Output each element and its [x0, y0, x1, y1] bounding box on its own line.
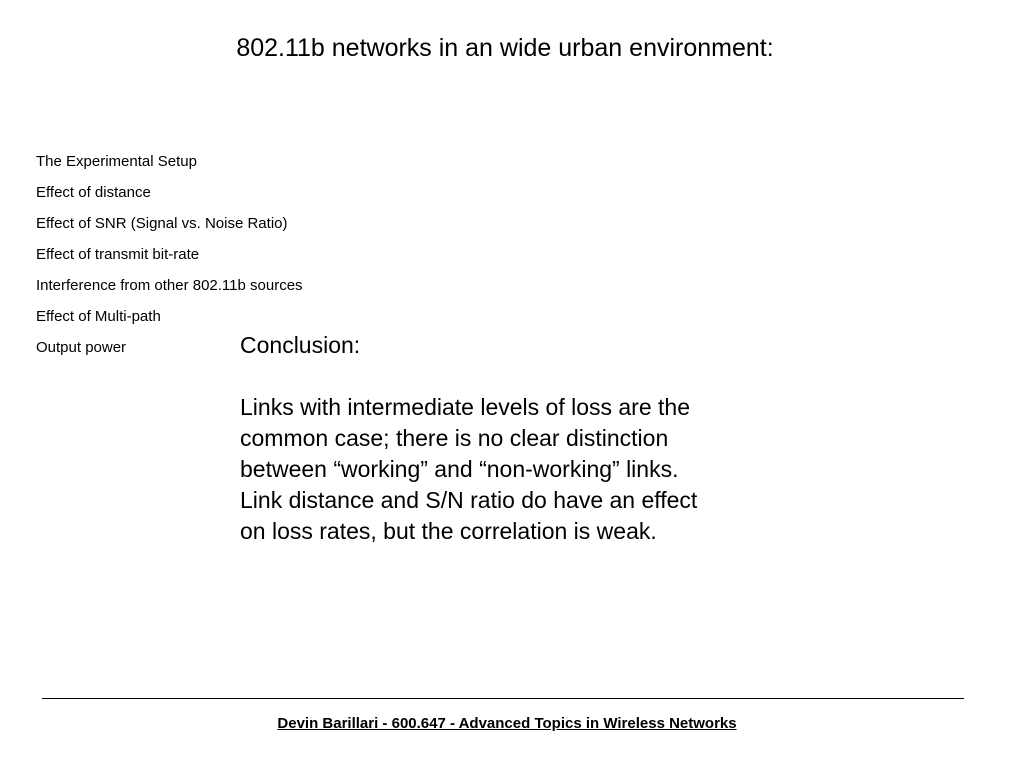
outline-item-output-power: Output power [36, 339, 127, 356]
conclusion-spacer [240, 361, 770, 392]
outline-item-interference: Interference from other 802.11b sources [36, 277, 303, 294]
conclusion-line: common case; there is no clear distinction [240, 425, 669, 451]
slide-title: 802.11b networks in an wide urban environment: [236, 34, 774, 62]
outline-item-multipath: Effect of Multi-path [36, 308, 161, 325]
outline-item-experimental-setup: The Experimental Setup [36, 153, 197, 170]
conclusion-line: Links with intermediate levels of loss are the [240, 394, 690, 420]
outline-item-snr: Effect of SNR (Signal vs. Noise Ratio) [36, 215, 288, 232]
footer-credit: Devin Barillari - 600.647 - Advanced Topics in Wireless Networks [277, 715, 737, 732]
conclusion-heading: Conclusion: [240, 332, 361, 358]
conclusion-line: on loss rates, but the correlation is weak. [240, 518, 657, 544]
footer-divider [42, 698, 964, 699]
conclusion-block [240, 330, 770, 547]
conclusion-line: between “working” and “non-working” links. [240, 456, 679, 482]
outline-item-bit-rate: Effect of transmit bit-rate [36, 246, 200, 263]
outline-item-distance: Effect of distance [36, 184, 151, 201]
conclusion-line: Link distance and S/N ratio do have an effect [240, 487, 698, 513]
